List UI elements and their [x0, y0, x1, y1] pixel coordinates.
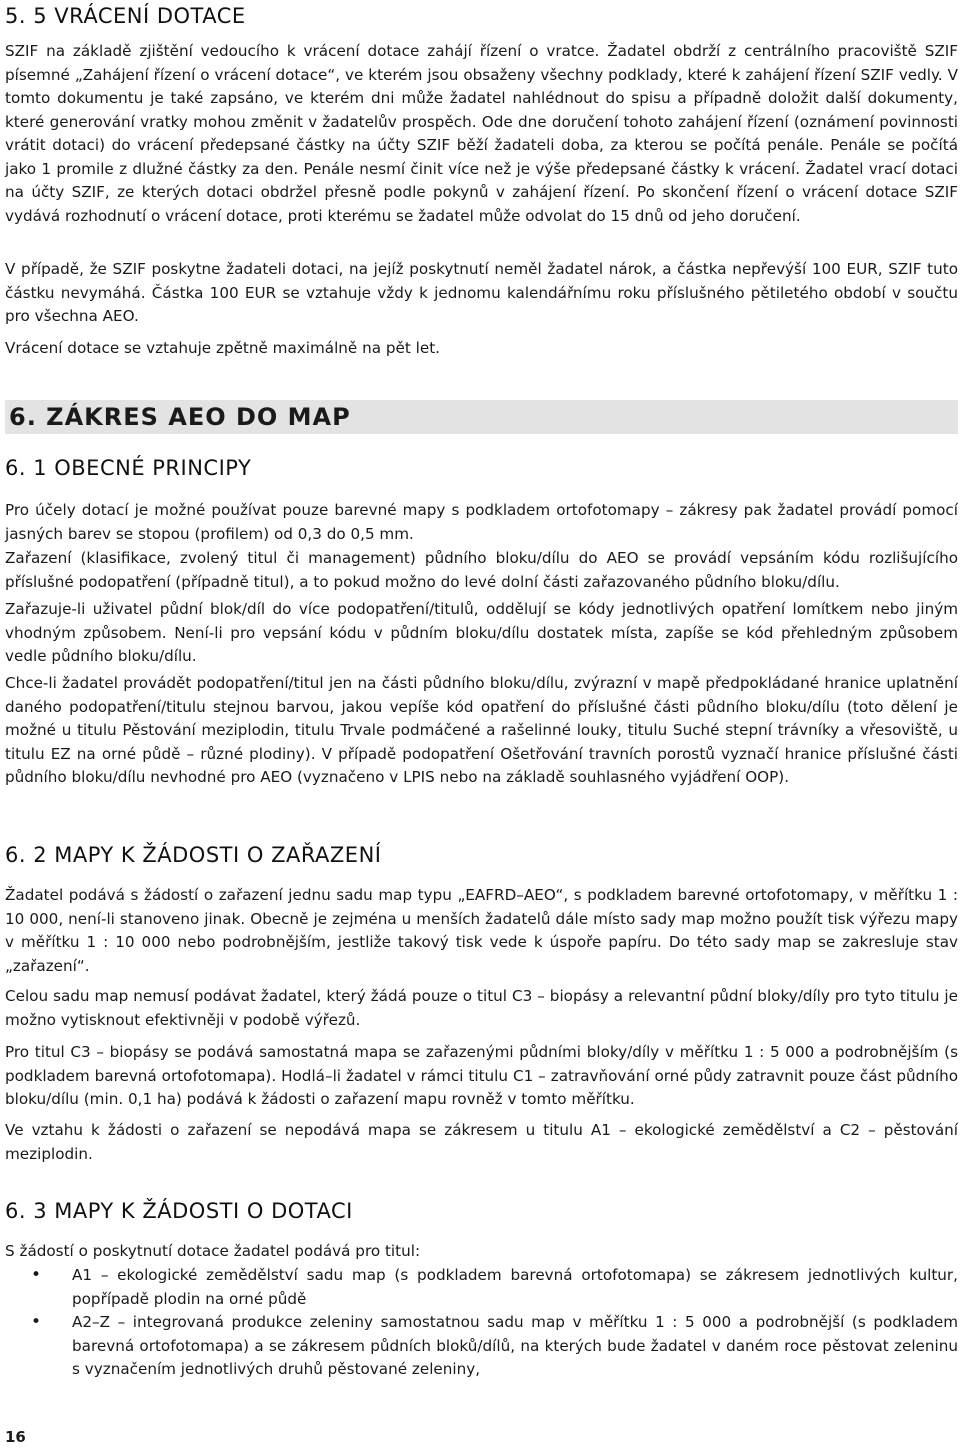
- section-heading-5-5: 5. 5 VRÁCENÍ DOTACE: [5, 4, 246, 28]
- list-item: • A1 – ekologické zemědělství sadu map (s podkladem barevná ortofotomapa) se zákresem jednotlivých kultur, popřípadě plodin na orné půdě: [5, 1264, 958, 1311]
- paragraph-6-2-3: Pro titul C3 – biopásy se podává samostatná mapa se zařazenými půdními bloky/díly v měřítku 1 : 5 000 a podrobnějším (s podkladem barevná ortofotomapa). Hodlá–li žadatel v rámci titulu C1 – zatravňování orné půdy zatravnit pouze část půdního bloku/dílu (min. 0,1 ha) podává k žádosti o zařazení mapu rovněž v tomto měřítku.: [5, 1043, 958, 1108]
- paragraph-5-5-1: SZIF na základě zjištění vedoucího k vrácení dotace zahájí řízení o vratce. Žadatel obdrží z centrálního pracoviště SZIF písemné „Zahájení řízení o vrácení dotace“, ve kterém jsou obsaženy všechny podklady, které k zahájení řízení SZIF vedly. V tomto dokumentu je také zapsáno, ve kterém dni může žadatel nahlédnout do spisu a případně doložit další dokumenty, které generování vratky mohou změnit v žadatelův prospěch. Ode dne doručení tohoto zahájení řízení (oznámení povinnosti vrátit dotaci) do vrácení předepsané částky na účty SZIF běží žadateli doba, za kterou se počítá penále. Penále se počítá jako 1 promile z dlužné částky za den. Penále nesmí činit více než je výše předepsané částky k vrácení. Žadatel vrací dotaci na účty SZIF, ze kterých dotaci obdržel přesně podle pokynů v zahájení řízení. Po skončení řízení o vrácení dotace SZIF vydává rozhodnutí o vrácení dotace, proti kterému se žadatel může odvolat do 15 dnů od jeho doručení.: [5, 42, 958, 225]
- paragraph-6-2-4: Ve vztahu k žádosti o zařazení se nepodává mapa se zákresem u titulu A1 – ekologické zemědělství a C2 – pěstování meziplodin.: [5, 1121, 958, 1163]
- paragraph-6-1-3: Zařazuje-li uživatel půdní blok/díl do více podopatření/titulů, oddělují se kódy jednotlivých opatření lomítkem nebo jiným vhodným způsobem. Není-li pro vepsání kódu v půdním bloku/dílu dostatek místa, zapíše se kód přehledným způsobem vedle půdního bloku/dílu.: [5, 600, 958, 665]
- paragraph-6-3-1: S žádostí o poskytnutí dotace žadatel podává pro titul:: [5, 1242, 421, 1260]
- paragraph-6-1-4: Chce-li žadatel provádět podopatření/titul jen na části půdního bloku/dílu, zvýrazní v mapě předpokládané hranice uplatnění daného podopatření/titulu stejnou barvou, jakou vepíše kód opatření do příslušné části půdního bloku/dílu (toto dělení je možné u titulu Pěstování meziplodin, titulu Trvale podmáčené a rašelinné louky, titulu Suché stepní trávníky a vřesoviště, u titulu EZ na orné půdě – různé plodiny). V případě podopatření Ošetřování travních porostů vyznačí hranice příslušné části půdního bloku/dílu nevhodné pro AEO (vyznačeno v LPIS nebo na základě souhlasného vyjádření OOP).: [5, 674, 958, 786]
- chapter-heading-6: [5, 400, 958, 434]
- paragraph-6-2-1: Žadatel podává s žádostí o zařazení jednu sadu map typu „EAFRD–AEO“, s podkladem barevné ortofotomapy, v měřítku 1 : 10 000, není-li stanoveno jinak. Obecně je zejména u menších žadatelů dále místo sady map možno použít tisk výřezu mapy v měřítku 1 : 10 000 nebo podrobnějším, jestliže takový tisk vede k úspoře papíru. Do této sady map se zakresluje stav „zařazení“.: [5, 886, 958, 975]
- chapter-heading-6-text: 6. ZÁKRES AEO DO MAP: [9, 403, 351, 431]
- bullet-list-6-3: [5, 1264, 958, 1382]
- section-heading-6-3: 6. 3 MAPY K ŽÁDOSTI O DOTACI: [5, 1199, 353, 1223]
- paragraph-6-2-2: Celou sadu map nemusí podávat žadatel, který žádá pouze o titul C3 – biopásy a relevantní půdní bloky/díly pro tyto titulu je možno vytisknout efektivněji v podobě výřezů.: [5, 987, 958, 1029]
- paragraph-6-1-2: Zařazení (klasifikace, zvolený titul či management) půdního bloku/dílu do AEO se provádí vepsáním kódu rozlišujícího příslušné podopatření (případně titul), a to pokud možno do levé dolní části zařazovaného půdního bloku/dílu.: [5, 549, 958, 591]
- section-heading-6-1: 6. 1 OBECNÉ PRINCIPY: [5, 456, 252, 480]
- paragraph-5-5-3: Vrácení dotace se vztahuje zpětně maximálně na pět let.: [5, 339, 440, 357]
- paragraph-6-1-1: Pro účely dotací je možné používat pouze barevné mapy s podkladem ortofotomapy – zákresy pak žadatel provádí pomocí jasných barev se stopou (profilem) od 0,3 do 0,5 mm.: [5, 501, 958, 543]
- page-number: 16: [5, 1428, 26, 1446]
- paragraph-5-5-2: V případě, že SZIF poskytne žadateli dotaci, na jejíž poskytnutí neměl žadatel nárok, a částka nepřevýší 100 EUR, SZIF tuto částku nevymáhá. Částka 100 EUR se vztahuje vždy k jednomu kalendářnímu roku příslušného pětiletého období v součtu pro všechna AEO.: [5, 260, 958, 325]
- section-heading-6-2: 6. 2 MAPY K ŽÁDOSTI O ZAŘAZENÍ: [5, 843, 382, 867]
- list-item: • A2–Z – integrovaná produkce zeleniny samostatnou sadu map v měřítku 1 : 5 000 a podrobnější (s podkladem barevná ortofotomapa) a se zákresem půdních bloků/dílů, na kterých bude žadatel v daném roce pěstovat zeleninu s vyznačením jednotlivých druhů pěstované zeleniny,: [5, 1311, 958, 1382]
